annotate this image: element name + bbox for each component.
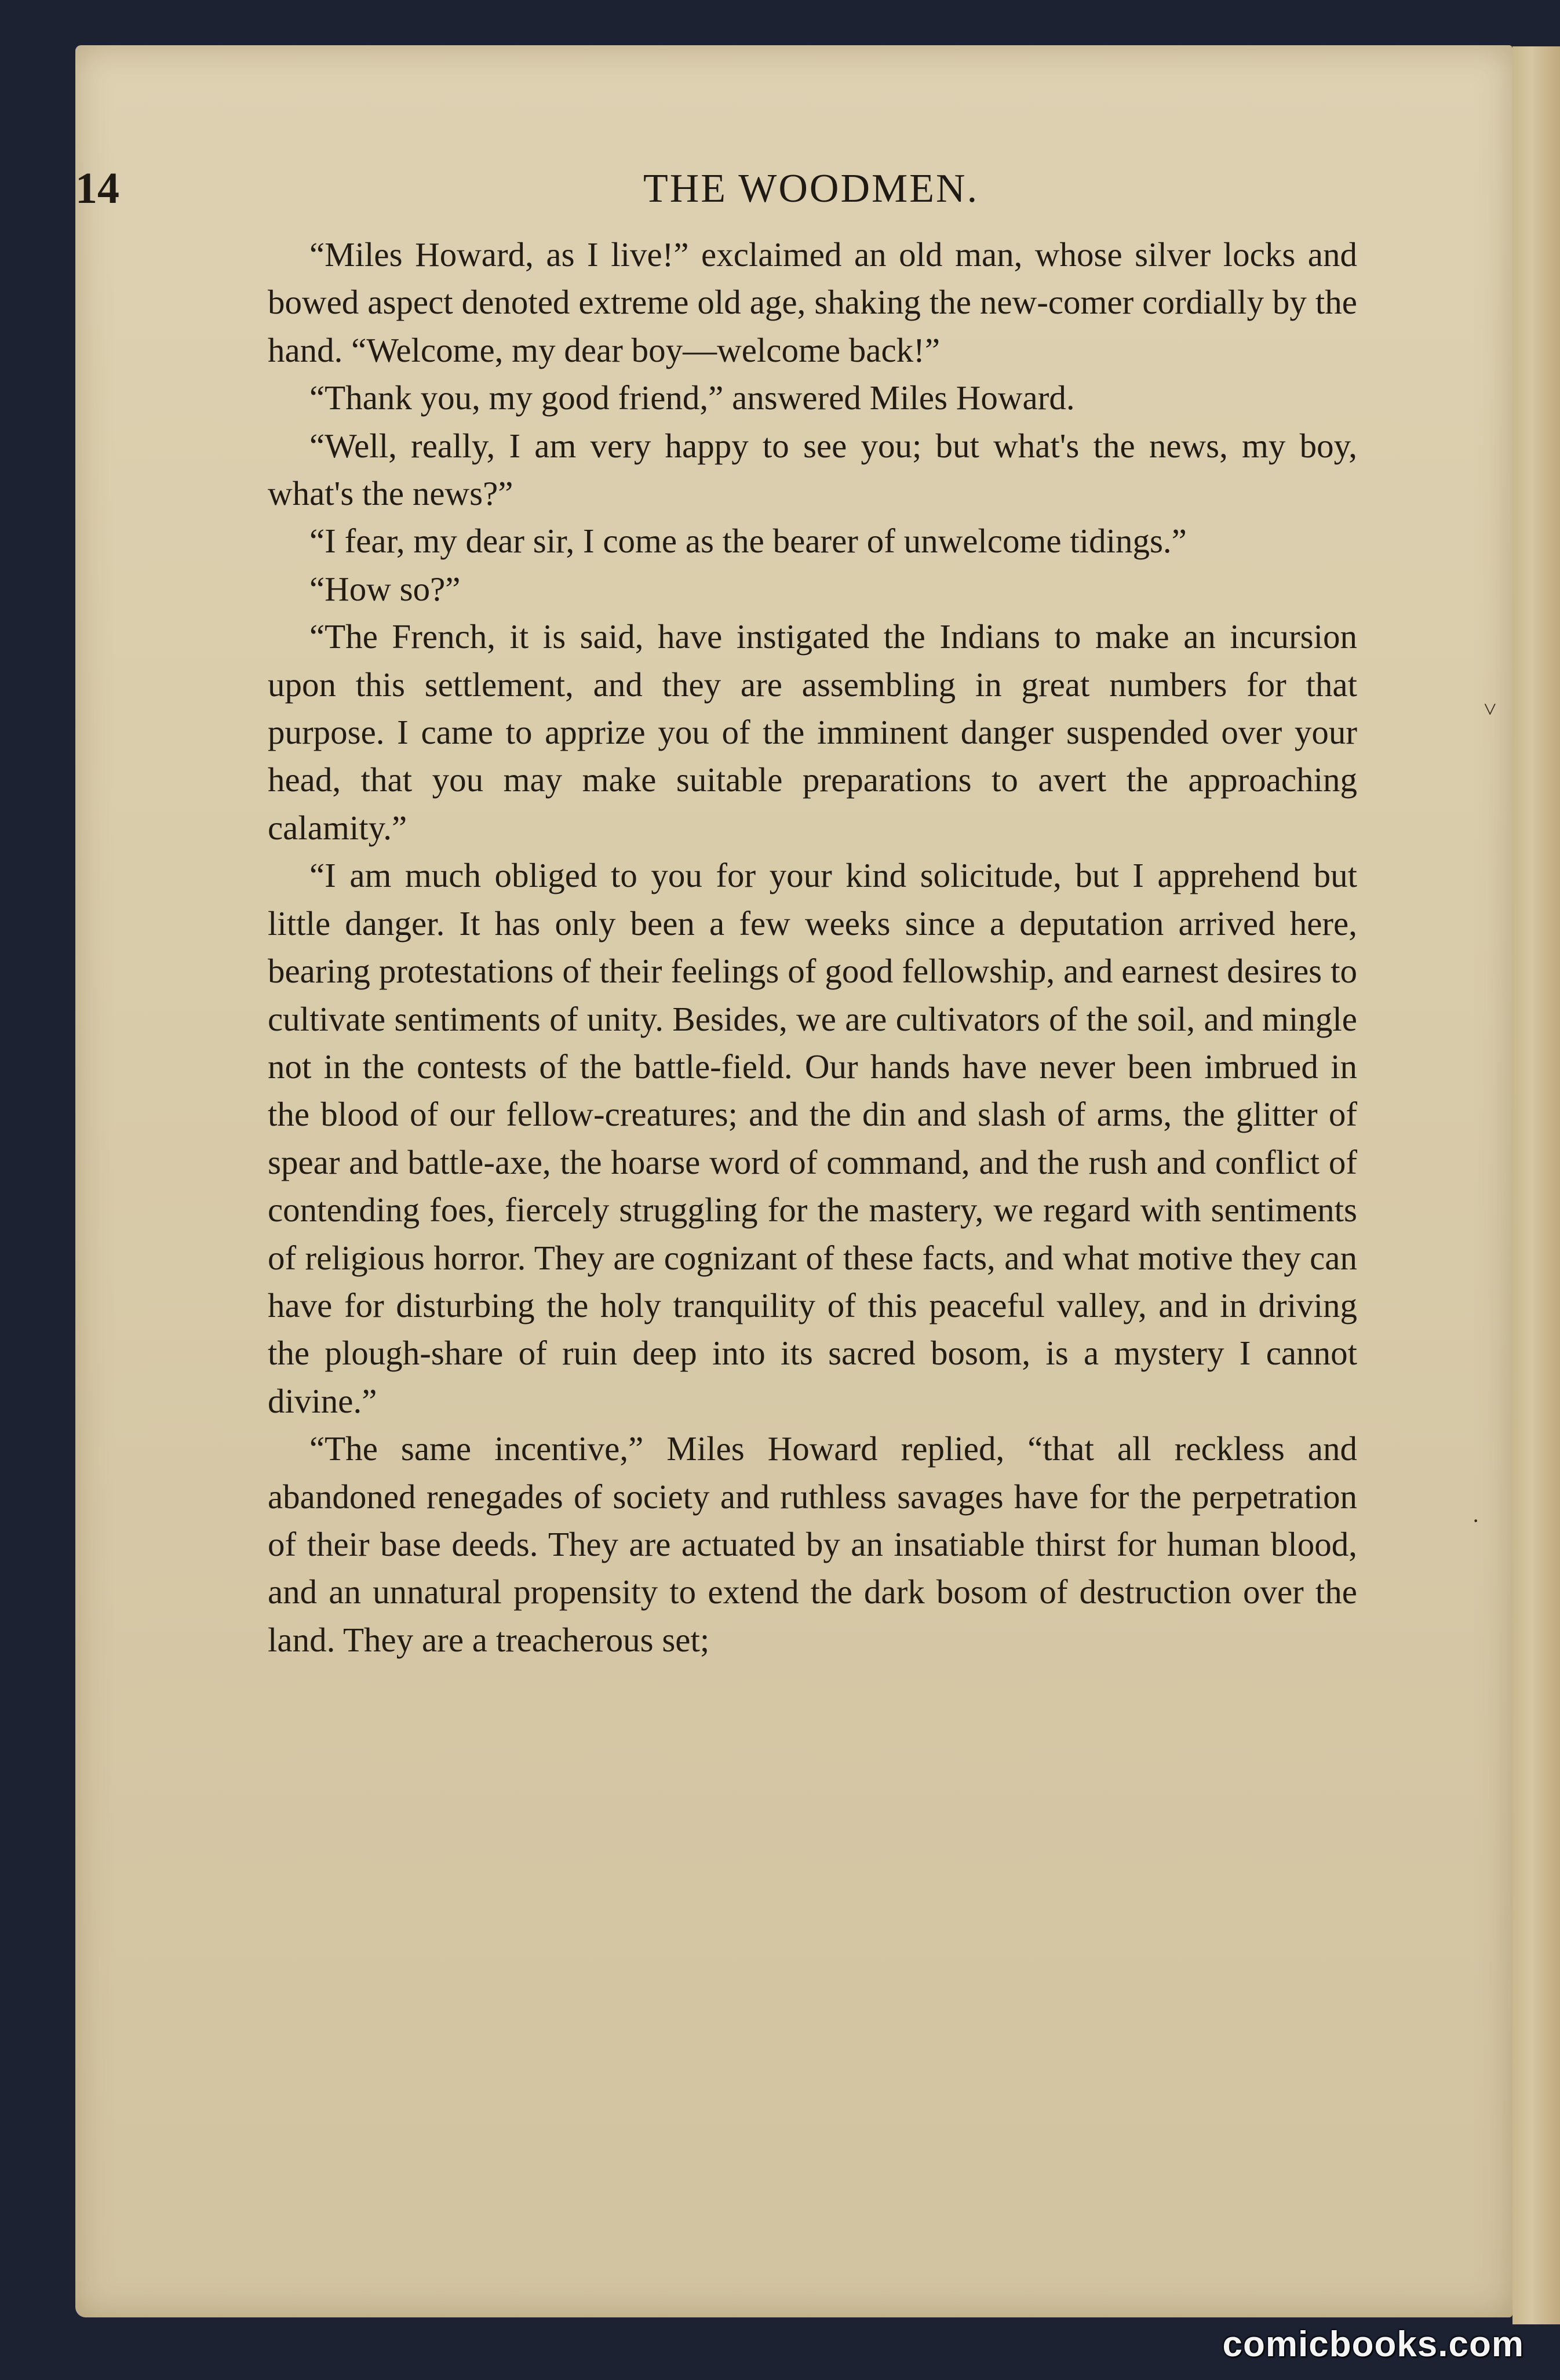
page-body-text	[268, 231, 1357, 1664]
book-spine-edge	[1512, 46, 1560, 2324]
paragraph-6: “The French, it is said, have instigated the Indians to make an incursion upon this settlement, and they are assembling in great numbers for that purpose. I came to apprize you of the imminent danger suspended over your head, that you may make suitable preparations to avert the approaching calamity.”	[268, 617, 1357, 847]
paragraph-2: “Thank you, my good friend,” answered Miles Howard.	[309, 379, 1075, 417]
paragraph-1: “Miles Howard, as I live!” exclaimed an old man, whose silver locks and bowed aspect denoted extreme old age, shaking the new-comer cordially by the hand. “Welcome, my dear boy—welcome back!”	[268, 235, 1357, 369]
paper-fleck-mark: ·	[1472, 1508, 1480, 1534]
page-number: 14	[75, 164, 119, 213]
paragraph-3: “Well, really, I am very happy to see you; but what's the news, my boy, what's the news?”	[268, 426, 1357, 513]
paper-fleck-mark: ˅	[1484, 696, 1497, 722]
paragraph-8: “The same incentive,” Miles Howard replied, “that all reckless and abandoned renegades of society and ruthless savages have for the perpetration of their base deeds. They are actuated by an insatiable thirst for human blood, and an unnatural propensity to extend the dark bosom of destruction over the land. They are a treacherous set;	[268, 1429, 1357, 1659]
watermark-logo: comicbooks.com	[1222, 2324, 1524, 2364]
paragraph-5: “How so?”	[309, 569, 461, 608]
paragraph-4: “I fear, my dear sir, I come as the bearer of unwelcome tidings.”	[309, 522, 1187, 561]
running-title: THE WOODMEN.	[643, 166, 979, 211]
paragraph-7: “I am much obliged to you for your kind solicitude, but I apprehend but little danger. It has only been a few weeks since a deputation arrived here, bearing protestations of their feelings of good fellowship, and earnest desires to cultivate sentiments of unity. Besides, we are cultivators of the soil, and mingle not in the contests of the battle-field. Our hands have never been imbrued in the blood of our fellow-creatures; and the din and slash of arms, the glitter of spear and battle-axe, the hoarse word of command, and the rush and conflict of contending foes, fiercely struggling for the mastery, we regard with sentiments of religious horror. They are cognizant of these facts, and what motive they can have for disturbing the holy tranquility of this peaceful valley, and in driving the plough-share of ruin deep into its sacred bosom, is a mystery I cannot divine.”	[268, 856, 1357, 1420]
